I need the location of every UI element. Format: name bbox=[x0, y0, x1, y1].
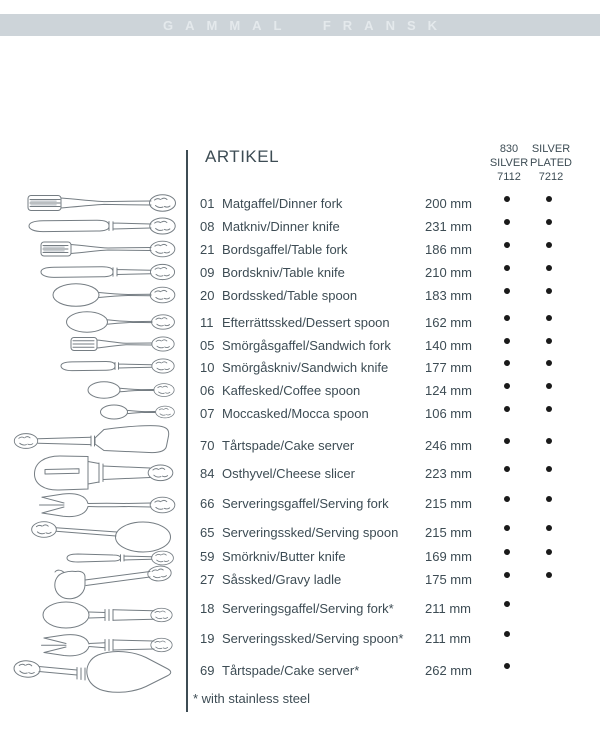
dinner-fork-icon bbox=[28, 195, 176, 211]
dot-silver-plated bbox=[546, 315, 552, 321]
dot-830-silver bbox=[504, 219, 510, 225]
article-name: Serveringsgaffel/Serving fork* bbox=[222, 601, 394, 616]
article-number: 10 bbox=[200, 360, 215, 375]
article-length: 211 mm bbox=[425, 631, 471, 646]
article-name: Kaffesked/Coffee spoon bbox=[222, 383, 361, 398]
dot-silver-plated bbox=[546, 438, 552, 444]
dot-silver-plated bbox=[546, 288, 552, 294]
table-row bbox=[187, 219, 600, 235]
dot-830-silver bbox=[504, 406, 510, 412]
article-number: 05 bbox=[200, 338, 215, 353]
article-number: 09 bbox=[200, 265, 215, 280]
gravy-ladle-icon bbox=[55, 565, 172, 599]
article-number: 11 bbox=[200, 315, 214, 330]
table-row bbox=[187, 406, 600, 422]
article-name: Smörgåskniv/Sandwich knife bbox=[222, 360, 389, 375]
dot-silver-plated bbox=[546, 360, 552, 366]
article-number: 70 bbox=[200, 438, 215, 453]
pattern-name: GAMMAL FRANSK bbox=[162, 17, 450, 33]
article-name: Bordsgaffel/Table fork bbox=[222, 242, 348, 257]
article-length: 211 mm bbox=[425, 601, 471, 616]
dot-830-silver bbox=[504, 196, 510, 202]
serving-spoon-steel-icon bbox=[43, 602, 172, 628]
dot-silver-plated bbox=[546, 196, 552, 202]
article-number: 66 bbox=[200, 496, 215, 511]
dot-silver-plated bbox=[546, 572, 552, 578]
article-length: 183 mm bbox=[425, 288, 472, 303]
article-number: 08 bbox=[200, 219, 215, 234]
article-name: Smörgåsgaffel/Sandwich fork bbox=[222, 338, 391, 353]
article-number: 19 bbox=[200, 631, 215, 646]
column-header-silver-plated bbox=[524, 142, 578, 184]
column-header-line: 7112 bbox=[497, 171, 521, 183]
dot-silver-plated bbox=[546, 466, 552, 472]
column-header-line: PLATED bbox=[530, 157, 572, 169]
article-length: 262 mm bbox=[425, 663, 472, 678]
article-number: 21 bbox=[200, 242, 215, 257]
cake-server-icon bbox=[14, 426, 168, 453]
dot-830-silver bbox=[504, 466, 510, 472]
table-fork-icon bbox=[41, 241, 175, 257]
dot-silver-plated bbox=[546, 406, 552, 412]
table-row bbox=[187, 383, 600, 399]
dot-830-silver bbox=[504, 549, 510, 555]
article-number: 20 bbox=[200, 288, 215, 303]
dot-830-silver bbox=[504, 360, 510, 366]
article-name: Efterrättssked/Dessert spoon bbox=[222, 315, 390, 330]
dot-830-silver bbox=[504, 315, 510, 321]
dot-830-silver bbox=[504, 663, 510, 669]
serving-spoon-icon bbox=[32, 522, 171, 552]
table-row bbox=[187, 601, 600, 617]
table-row bbox=[187, 242, 600, 258]
dessert-spoon-icon bbox=[67, 312, 175, 332]
article-number: 59 bbox=[200, 549, 215, 564]
dot-silver-plated bbox=[546, 383, 552, 389]
article-number: 69 bbox=[200, 663, 215, 678]
dot-830-silver bbox=[504, 572, 510, 578]
column-header-line: 7212 bbox=[538, 171, 564, 183]
article-length: 215 mm bbox=[425, 496, 472, 511]
mocca-spoon-icon bbox=[101, 405, 175, 419]
article-name: Tårtspade/Cake server* bbox=[222, 663, 360, 678]
table-row bbox=[187, 196, 600, 212]
table-row bbox=[187, 466, 600, 482]
cutlery-illustrations bbox=[0, 0, 190, 756]
table-row bbox=[187, 265, 600, 281]
dot-silver-plated bbox=[546, 549, 552, 555]
article-name: Serveringsgaffel/Serving fork bbox=[222, 496, 389, 511]
article-length: 140 mm bbox=[425, 338, 472, 353]
table-row bbox=[187, 663, 600, 679]
table-row bbox=[187, 288, 600, 304]
article-length: 186 mm bbox=[425, 242, 472, 257]
serving-fork-icon bbox=[40, 494, 175, 517]
table-row bbox=[187, 572, 600, 588]
article-length: 162 mm bbox=[425, 315, 472, 330]
dot-830-silver bbox=[504, 438, 510, 444]
article-number: 84 bbox=[200, 466, 215, 481]
table-row bbox=[187, 631, 600, 647]
article-number: 06 bbox=[200, 383, 215, 398]
table-heading: ARTIKEL bbox=[205, 147, 280, 166]
article-number: 01 bbox=[200, 196, 215, 211]
cheese-slicer-icon bbox=[35, 456, 173, 490]
article-length: 215 mm bbox=[425, 525, 472, 540]
article-number: 65 bbox=[200, 525, 215, 540]
dot-830-silver bbox=[504, 631, 510, 637]
dot-silver-plated bbox=[546, 242, 552, 248]
dot-silver-plated bbox=[546, 525, 552, 531]
article-number: 07 bbox=[200, 406, 215, 421]
dot-830-silver bbox=[504, 288, 510, 294]
table-row bbox=[187, 549, 600, 565]
coffee-spoon-icon bbox=[88, 382, 174, 398]
dot-830-silver bbox=[504, 525, 510, 531]
table-spoon-icon bbox=[53, 284, 175, 307]
table-row bbox=[187, 360, 600, 376]
dot-silver-plated bbox=[546, 496, 552, 502]
dot-830-silver bbox=[504, 265, 510, 271]
article-number: 18 bbox=[200, 601, 215, 616]
table-knife-icon bbox=[41, 264, 175, 279]
dot-silver-plated bbox=[546, 265, 552, 271]
dot-silver-plated bbox=[546, 338, 552, 344]
table-row bbox=[187, 496, 600, 512]
article-name: Serveringssked/Serving spoon* bbox=[222, 631, 404, 646]
article-name: Moccasked/Mocca spoon bbox=[222, 406, 369, 421]
article-name: Matgaffel/Dinner fork bbox=[222, 196, 343, 211]
table-row bbox=[187, 315, 600, 331]
article-name: Bordskniv/Table knife bbox=[222, 265, 345, 280]
article-length: 169 mm bbox=[425, 549, 472, 564]
article-length: 231 mm bbox=[425, 219, 472, 234]
table-row bbox=[187, 525, 600, 541]
table-row bbox=[187, 338, 600, 354]
article-name: Serveringssked/Serving spoon bbox=[222, 525, 399, 540]
column-header-line: SILVER bbox=[489, 157, 529, 169]
article-name: Bordssked/Table spoon bbox=[222, 288, 358, 303]
dinner-knife-icon bbox=[29, 218, 175, 234]
cake-server-big-icon bbox=[13, 652, 170, 693]
article-name: Osthyvel/Cheese slicer bbox=[222, 466, 355, 481]
dot-830-silver bbox=[504, 383, 510, 389]
dot-830-silver bbox=[504, 338, 510, 344]
article-length: 210 mm bbox=[425, 265, 472, 280]
dot-830-silver bbox=[504, 496, 510, 502]
article-length: 175 mm bbox=[425, 572, 472, 587]
article-name: Tårtspade/Cake server bbox=[222, 438, 355, 453]
article-length: 223 mm bbox=[425, 466, 472, 481]
column-header-line: SILVER bbox=[531, 143, 571, 155]
dot-silver-plated bbox=[546, 219, 552, 225]
dot-830-silver bbox=[504, 242, 510, 248]
article-name: Matkniv/Dinner knife bbox=[222, 219, 340, 234]
article-name: Såssked/Gravy ladle bbox=[222, 572, 342, 587]
column-header-line: 830 bbox=[499, 143, 519, 155]
article-length: 106 mm bbox=[425, 406, 472, 421]
butter-knife-icon bbox=[67, 551, 173, 565]
article-length: 246 mm bbox=[425, 438, 472, 453]
dot-830-silver bbox=[504, 601, 510, 607]
table-row bbox=[187, 438, 600, 454]
table-footnote: * with stainless steel bbox=[193, 691, 311, 706]
sandwich-knife-icon bbox=[61, 359, 174, 373]
article-number: 27 bbox=[200, 572, 215, 587]
article-name: Smörkniv/Butter knife bbox=[222, 549, 346, 564]
article-length: 177 mm bbox=[425, 360, 472, 375]
article-length: 200 mm bbox=[425, 196, 472, 211]
article-length: 124 mm bbox=[425, 383, 472, 398]
sandwich-fork-icon bbox=[71, 337, 174, 351]
